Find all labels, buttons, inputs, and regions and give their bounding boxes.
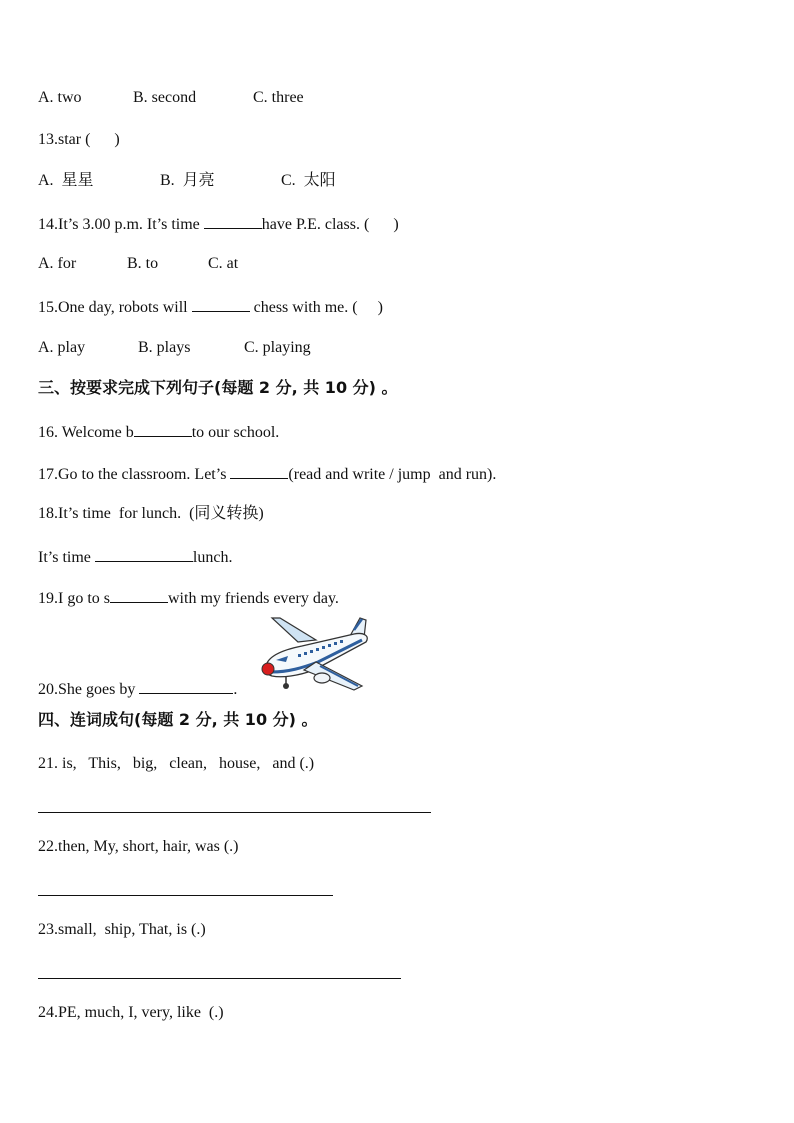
q13-option-a: A. 星星 [38, 172, 94, 189]
q21-question: 21. is, This, big, clean, house, and (.) [38, 755, 315, 772]
q20-question [38, 678, 237, 700]
q14-text-pre: 14.It’s 3.00 p.m. It’s time [38, 216, 204, 233]
q20-text-pre: 20.She goes by [38, 681, 140, 698]
q15-text-post: chess with me. ( ) [249, 299, 383, 316]
q23-question: 23.small, ship, That, is (.) [38, 921, 206, 938]
q15-question [38, 296, 383, 318]
q18-blank [95, 546, 193, 562]
q12-option-b: B. second [133, 89, 197, 106]
q17-text-pre: 17.Go to the classroom. Let’s [38, 466, 231, 483]
q13-question: 13.star ( ) [38, 131, 120, 148]
airplane-image [258, 616, 376, 696]
section-4-heading: 四、连词成句(每题 2 分, 共 10 分) 。 [38, 710, 318, 729]
q24-question: 24.PE, much, I, very, like (.) [38, 1004, 224, 1021]
q16-blank [134, 421, 192, 437]
q18-answer-pre: It’s time [38, 549, 95, 566]
q19-question [38, 587, 339, 609]
q19-text-post: with my friends every day. [168, 590, 339, 607]
q15-option-c: C. playing [244, 339, 311, 356]
q14-option-b: B. to [127, 255, 159, 272]
q16-text-post: to our school. [191, 424, 280, 441]
q22-question: 22.then, My, short, hair, was (.) [38, 838, 239, 855]
q15-option-a: A. play [38, 339, 86, 356]
q16-question [38, 421, 279, 443]
section-3-heading: 三、按要求完成下列句子(每题 2 分, 共 10 分) 。 [38, 378, 398, 397]
q14-option-c: C. at [208, 255, 239, 272]
q14-question [38, 213, 399, 235]
q13-option-c: C. 太阳 [281, 172, 336, 189]
q22-answer-line [38, 895, 333, 896]
q19-text-pre: 19.I go to s [38, 590, 110, 607]
q14-blank [204, 213, 262, 229]
q14-text-post: have P.E. class. ( ) [261, 216, 399, 233]
q12-option-c: C. three [253, 89, 304, 106]
q14-option-a: A. for [38, 255, 77, 272]
q21-answer-line [38, 812, 431, 813]
q20-text-post: . [233, 681, 238, 698]
q20-blank [139, 678, 233, 694]
q19-blank [110, 587, 168, 603]
q18-answer [38, 546, 232, 568]
q17-text-post: (read and write / jump and run). [288, 466, 497, 483]
q13-option-b: B. 月亮 [160, 172, 215, 189]
q18-answer-post: lunch. [192, 549, 233, 566]
q17-question [38, 463, 496, 485]
q15-blank [192, 296, 250, 312]
q15-text-pre: 15.One day, robots will [38, 299, 192, 316]
q12-option-a: A. two [38, 89, 82, 106]
q18-question: 18.It’s time for lunch. (同义转换) [38, 505, 264, 522]
q17-blank [230, 463, 288, 479]
q16-text-pre: 16. Welcome b [38, 424, 134, 441]
q15-option-b: B. plays [138, 339, 191, 356]
q23-answer-line [38, 978, 401, 979]
